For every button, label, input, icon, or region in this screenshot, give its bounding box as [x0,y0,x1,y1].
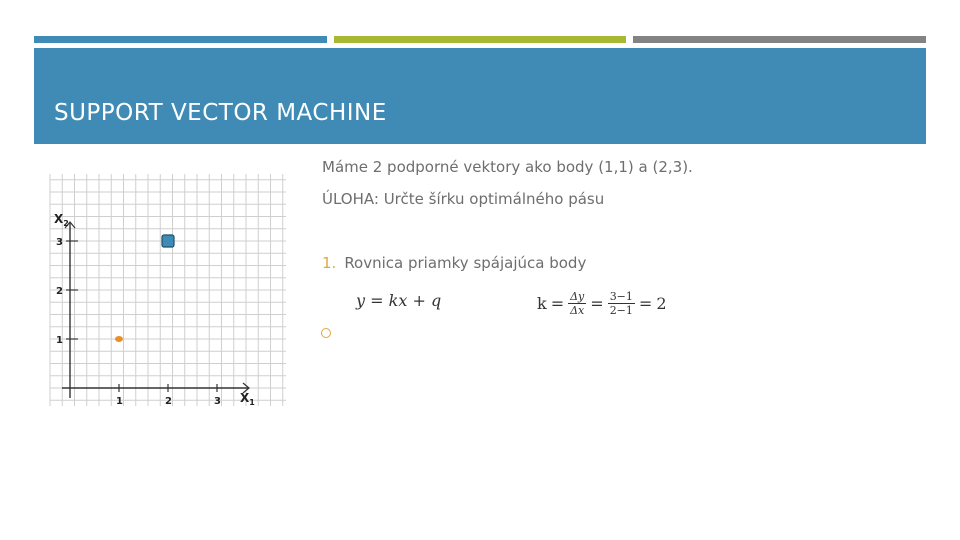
slope-result: 2 [656,293,667,313]
eq-kx: kx [388,291,408,310]
slide-title: SUPPORT VECTOR MACHINE [54,100,387,126]
denominator-values: 2−1 [609,303,633,317]
slope-fraction-delta [568,290,586,317]
title-band [34,48,926,144]
step-1-number: 1. [322,254,337,272]
eq-y: y [356,291,366,310]
y-tick-label: 3 [56,237,63,248]
slope-fraction-values [608,290,635,317]
numerator-values: 3−1 [609,289,633,303]
slope-equation [537,285,667,321]
grid-lines [50,174,286,406]
task-statement: ÚLOHA: Určte šírku optimálného pásu [322,190,605,208]
y-axis-label: $X_2$ [54,212,69,228]
x-axis-label: $X_1$ [240,391,255,407]
y-tick-label: 1 [56,335,63,346]
step-1-item [322,254,586,272]
support-vectors-statement: Máme 2 podporné vektory ako body (1,1) a (2,3). [322,158,693,176]
step-1-text: Rovnica priamky spájajúca body [344,254,587,272]
accent-bar-blue [34,36,327,43]
line-equation [356,291,441,310]
slope-k: k [537,293,547,313]
support-vector-square [162,235,174,247]
eq-plus: + [412,291,426,310]
eq-q: q [430,291,442,310]
delta-x: Δx [570,303,585,317]
support-vector-circle [115,336,123,342]
grid-figure [44,170,294,410]
accent-bar-gray [633,36,926,43]
x-tick-label: 1 [116,396,123,407]
y-tick-label: 2 [56,286,63,297]
slope-equals-3: = [638,293,653,313]
delta-y: Δy [570,289,585,303]
slope-equals-2: = [590,293,604,313]
accent-bar-green [334,36,626,43]
empty-bullet-icon [321,328,331,338]
x-tick-label: 2 [165,396,172,407]
x-tick-label: 3 [214,396,221,407]
axes [62,222,249,398]
slope-equals-1: = [550,293,565,313]
eq-equals: = [370,291,384,310]
axis-ticks [56,237,221,407]
